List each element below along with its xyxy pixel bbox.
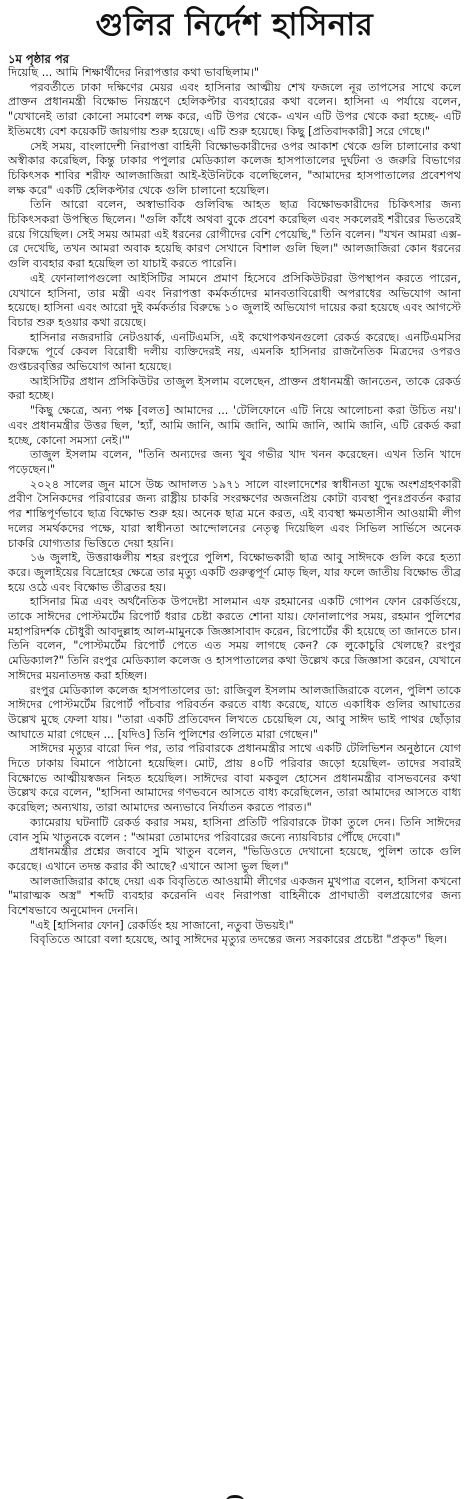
paragraph: প্রধানমন্ত্রীর প্রশ্নের জবাবে সুমি খাতুন বলেন, "ভিডিওতে দেখানো হয়েছে, পুলিশ তাকে গুলি করেছে। এখানে তদন্ত করার কী আছে? এখানে আসা ভুল ছিল।" [8, 845, 461, 873]
article-body [8, 66, 461, 948]
paragraph: রংপুর মেডিক্যাল কলেজ হাসপাতালের ডা: রাজিবুল ইসলাম আলজাজিরাকে বলেন, পুলিশ তাকে সাঈদের পোস্টমর্টেম রিপোর্ট পাঁচবার পরিবর্তন করতে বাধ্য করেছে, যাতে একাধিক গুলির আঘাতের উল্লেখ মুছে ফেলা যায়। "তারা একটি প্রতিবেদন লিখতে চেয়েছিল যে, আবু সাঈদ ভাই পাথর ছোঁড়ার আঘাতে মারা গেছেন ... [যদিও] তিনি পুলিশের গুলিতে মারা গেছেন।" [8, 683, 461, 741]
paragraph: ১৬ জুলাই, উত্তরাঞ্চলীয় শহর রংপুরে পুলিশ, বিক্ষোভকারী ছাত্র আবু সাঈদকে গুলি করে হত্যা করে। জুলাইয়ের বিদ্রোহের ক্ষেত্রে তার মৃত্যু একটি গুরুত্বপূর্ণ মোড় ছিল, যার ফলে জাতীয় বিক্ষোভ তীব্র হয়ে ওঠে এবং বিক্ষোভ তীব্রতর হয়। [8, 551, 461, 594]
paragraph: সাঈদের মৃত্যুর বারো দিন পর, তার পরিবারকে প্রধানমন্ত্রীর সাথে একটি টেলিভিশন অনুষ্ঠানে যোগ দিতে ঢাকায় বিমানে পাঠানো হয়েছিল। মোট, প্রায় ৪০টি পরিবার জড়ো হয়েছিল- তাদের সবারই বিক্ষোভে আত্মীয়স্বজন নিহত হয়েছিল। সাঈদের বাবা মকবুল হোসেন প্রধানমন্ত্রীর বাসভবনের কথা উল্লেখ করে বলেন, "হাসিনা আমাদের গণভবনে আসতে বাধ্য করেছিলেন, তারা আমাদের আসতে বাধ্য করেছিল; অন্যথায়, তারা আমাদের অন্যভাবে নির্যাতন করতে পারত।" [8, 742, 461, 815]
paragraph: দিয়েছি ... আমি শিক্ষার্থীদের নিরাপত্তার কথা ভাবছিলাম।" [8, 66, 260, 79]
headline: গুলির নির্দেশ হাসিনার [95, 7, 374, 43]
paragraph: হাসিনার মিত্র এবং অর্থনৈতিক উপদেষ্টা সালমান এফ রহমানের একটি গোপন ফোন রেকর্ডিংয়ে, তাকে সাঈদের পোস্টমর্টেম রিপোর্ট ধরার চেষ্টা করতে শোনা যায়। ফোনালাপের সময়, রহমান পুলিশের মহাপরিদর্শক চৌধুরী আবদুল্লাহ আল-মামুনকে জিজ্ঞাসাবাদ করেন, রিপোর্টের কী হয়েছে তা জানতে চান। তিনি বলেন, "পোস্টমর্টেম রিপোর্ট পেতে এত সময় লাগছে কেন? কে লুকোচুরি খেলছে? রংপুর মেডিক্যাল?" তিনি রংপুর মেডিক্যাল কলেজ ও হাসপাতালের কথা উল্লেখ করে জিজ্ঞাসা করেন, যেখানে সাঈদের ময়নাতদন্ত করা হচ্ছিল। [8, 595, 461, 682]
paragraph: বিবৃতিতে আরো বলা হয়েছে, আবু সাঈদের মৃত্যুর তদন্তের জন্য সরকারের প্রচেষ্টা "প্রকৃত" ছিল। [30, 933, 448, 947]
paragraph: "এই [হাসিনার ফোন] রেকর্ডিং হয় সাজানো, নতুবা উভয়ই।" [30, 918, 294, 932]
paragraph: তিনি আরো বলেন, অস্বাভাবিক গুলিবিদ্ধ আহত ছাত্র বিক্ষোভকারীদের চিকিৎসার জন্য চিকিৎসকরা উপস্থিত ছিলেন। "গুলি কাঁধে অথবা বুকে প্রবেশ করেছিল এবং সকলেরই শরীরের ভিতরেই রয়ে গিয়েছিল। সেই সময় আমরা এই ধরনের রোগীদের বেশি পেয়েছি," তিনি বলেন। "যখন আমরা এক্স-রে দেখেছি, তখন আমরা অবাক হয়েছি কারণ সেখানে বিশাল গুলি ছিল।" আলজাজিরা কোন ধরনের গুলি ব্যবহার করা হয়েছিল তা যাচাই করতে পারেনি। [8, 198, 461, 271]
paragraph: ক্যামেরায় ঘটনাটি রেকর্ড করার সময়, হাসিনা প্রতিটি পরিবারকে টাকা তুলে দেন। তিনি সাঈদের বোন সুমি খাতুনকে বলেন : "আমরা তোমাদের পরিবারের জন্যে ন্যায়বিচার পৌঁছে দেবো।" [8, 815, 461, 844]
paragraph: "কিছু ক্ষেত্রে, অন্য পক্ষ [বলত] আমাদের ... 'টেলিফোনে এটি নিয়ে আলোচনা করা উচিত নয়'। এবং প্রধানমন্ত্রীর উত্তর ছিল, 'হ্যাঁ, আমি জানি, আমি জানি, আমি জানি, আমি জানি, এটি রেকর্ড করা হচ্ছে, কোনো সমস্যা নেই।'" [8, 404, 461, 447]
paragraph: ২০২৪ সালের জুন মাসে উচ্চ আদালত ১৯৭১ সালে বাংলাদেশের স্বাধীনতা যুদ্ধে অংশগ্রহণকারী প্রবীণ সৈনিকদের পরিবারের জন্য রাষ্ট্রীয় চাকরি সংরক্ষণের অজনপ্রিয় কোটা ব্যবস্থা পুনঃপ্রবর্তন করার পর শান্তিপূর্ণভাবে ছাত্র বিক্ষোভ শুরু হয়। অনেক ছাত্র মনে করত, এই ব্যবস্থা ক্ষমতাসীন আওয়ামী লীগ দলের সমর্থকদের পক্ষে, যারা স্বাধীনতা আন্দোলনের নেতৃত্ব দিয়েছিল এবং সিভিল সার্ভিসে অনেক চাকরি যোগ্যতার ভিত্তিতে দেয়া হয়নি। [8, 477, 461, 550]
paragraph: তাজুল ইসলাম বলেন, "তিনি অন্যদের জন্য খুব গভীর খাদ খনন করেছেন। এখন তিনি খাদে পড়েছেন।" [8, 448, 461, 476]
paragraph: পরবর্তীতে ঢাকা দক্ষিণের মেয়র এবং হাসিনার আত্মীয় শেখ ফজলে নূর তাপসের সাথে কলে প্রাক্তন প্রধানমন্ত্রী বিক্ষোভ নিয়ন্ত্রণে হেলিকপ্টার ব্যবহারের কথা বলেন। হাসিনা এ পর্যায়ে বলেন, "যেখানেই তারা কোনো সমাবেশ লক্ষ করে, এটি উপর থেকে- এখন এটি উপর থেকে করা হচ্ছে- এটি ইতিমধ্যে বেশ কয়েকটি জায়গায় শুরু হয়েছে। এটি শুরু হয়েছে। কিছু [প্রতিবাদকারী] সরে গেছে।" [8, 80, 461, 138]
paragraph: এই ফোনালাপগুলো আইসিটির সামনে প্রমাণ হিসেবে প্রসিকিউটররা উপস্থাপন করতে পারেন, যেখানে হাসিনা, তার মন্ত্রী এবং নিরাপত্তা কর্মকর্তাদের মানবতাবিরোধী অপরাধের অভিযোগ আনা হয়েছে। হাসিনা এবং আরো দুই কর্মকর্তার বিরুদ্ধে ১০ জুলাই অভিযোগ দায়ের করা হয়েছে এবং আগস্টে বিচার শুরু হওয়ার কথা রয়েছে। [8, 271, 461, 329]
page-end-mark [220, 1495, 250, 1499]
paragraph: হাসিনার নজরদারি নেটওয়ার্ক, এনটিএমসি, এই কথোপকথনগুলো রেকর্ড করেছে। এনটিএমসির বিরুদ্ধে পূর্বে কেবল বিরোধী দলীয় ব্যক্তিদেরই নয়, এমনকি হাসিনার রাজনৈতিক মিত্রদের ওপরও গুপ্তচরবৃত্তির অভিযোগ আনা হয়েছে। [8, 330, 461, 374]
paragraph: আইসিটির প্রধান প্রসিকিউটর তাজুল ইসলাম বলেছেন, প্রাক্তন প্রধানমন্ত্রী জানতেন, তাকে রেকর্ড করা হচ্ছে। [8, 374, 461, 403]
continued-from-label: ১ম পৃষ্ঠার পর [8, 52, 69, 66]
paragraph: আলজাজিরার কাছে দেয়া এক বিবৃতিতে আওয়ামী লীগের একজন মুখপাত্র বলেন, হাসিনা কখনো "মারাত্মক অস্ত্র" শব্দটি ব্যবহার করেননি এবং নিরাপত্তা বাহিনীকে প্রাণঘাতী বলপ্রয়োগের জন্য বিশেষভাবে অনুমোদন দেননি। [8, 874, 461, 918]
paragraph: সেই সময়, বাংলাদেশী নিরাপত্তা বাহিনী বিক্ষোভকারীদের ওপর আকাশ থেকে গুলি চালানোর কথা অস্বীকার করেছিল, কিন্তু ঢাকার পপুলার মেডিক্যাল কলেজ হাসপাতালের দুর্ঘটনা ও জরুরি বিভাগের চিকিৎসক শাবির শরীফ আলজাজিরা আই-ইউনিটকে বলেছিলেন, "আমাদের হাসপাতালের প্রবেশপথ লক্ষ করে" একটি হেলিকপ্টার থেকে গুলি চালানো হয়েছিল। [8, 139, 461, 197]
